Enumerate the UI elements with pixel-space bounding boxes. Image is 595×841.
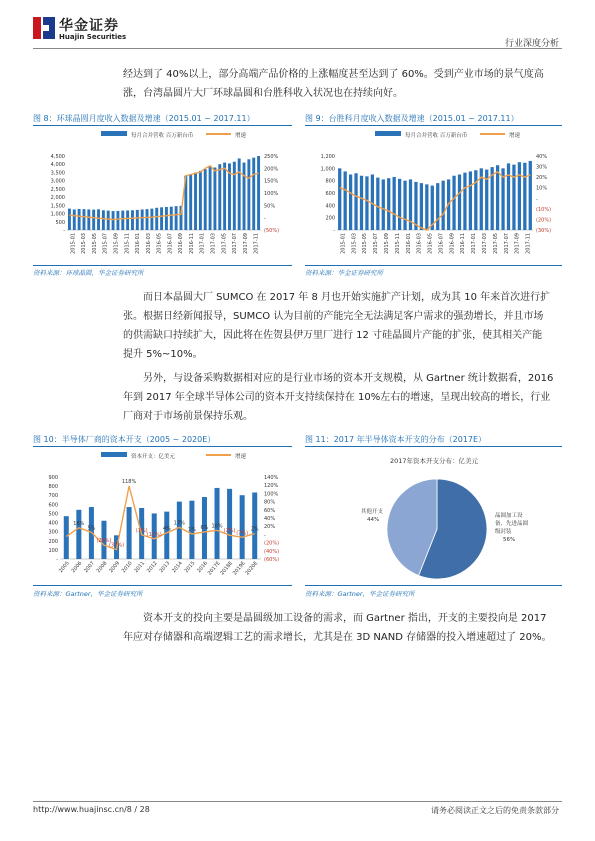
y-right-tick-label: 100% [264,191,279,197]
pie-slice-percent: 56% [503,537,516,543]
y-right-tick-label: (50%) [264,228,280,234]
y-right-tick-label: (40%) [264,548,280,555]
data-bar [436,183,439,230]
x-tick-label: 2016-03 [416,233,423,254]
x-tick-label: 2015-07 [102,233,109,254]
footer-divider [33,801,562,802]
y-right-tick-label: (10%) [536,206,552,213]
figure-8-title: 图 8：环球晶圆月度收入数据及增速（2015.01 ~ 2017.11） [33,114,255,123]
report-type: 行业深度分析 [504,39,559,49]
x-tick-label: 2015-03 [351,233,358,254]
growth-data-label: (37%) [109,542,125,549]
data-bar [240,495,245,559]
data-bar [414,182,417,230]
x-tick-label: 2017-09 [514,233,521,254]
data-bar [403,181,406,230]
y-left-tick-label: 700 [48,493,58,500]
data-bar [160,207,163,230]
x-tick-label: 2017-01 [471,233,478,254]
company-name-cn: 华金证券 [59,18,119,34]
x-tick-label: 2016-03 [145,233,152,254]
figure-11-title: 图 11：2017 年半导体资本开支的分布（2017E） [305,435,487,444]
figure-8-rule [33,125,292,126]
x-tick-label: 2016-09 [178,233,185,254]
data-bar [68,209,71,230]
figure-11-rule-bottom [305,585,562,586]
legend-line-label: 增速 [235,133,247,139]
x-tick-label: 2017E [206,560,222,577]
x-tick-label: 2015-07 [373,233,380,254]
x-tick-label: 2018E [219,560,235,577]
y-right-tick-label: 80% [264,499,276,506]
y-right-tick-label: 40% [264,516,276,522]
company-name-en: Huajin Securities [59,33,127,41]
y-right-tick-label: 140% [264,475,279,481]
data-bar [189,174,192,230]
data-bar [209,166,212,230]
data-bar [141,209,144,230]
x-tick-label: 2020E [244,560,260,577]
x-tick-label: 2015 [183,560,197,575]
x-tick-label: 2012 [145,560,159,575]
growth-data-label: (11%) [146,531,162,538]
y-right-tick-label: 30% [536,164,548,171]
figure-11-source: 资料来源：Gartner，华金证券研究所 [305,590,415,598]
growth-data-label: 1% [187,526,196,533]
y-left-tick-label: 1,200 [320,154,335,160]
paragraph-2 [33,288,562,364]
figure-9-title: 图 9：台胜科月度收入数据及增速（2015.01 ~ 2017.11） [305,114,519,123]
data-bar [507,163,510,230]
data-bar [227,489,232,559]
y-left-tick-label: - [333,228,335,234]
paragraph-line: 厂商对于市场前景保持乐观。 [123,411,253,422]
x-tick-label: 2017-11 [253,233,260,254]
x-tick-label: 2017-03 [210,233,217,254]
x-tick-label: 2016 [196,560,210,575]
growth-data-label: (26%) [96,538,112,545]
data-bar [223,163,226,230]
growth-data-label: 118% [121,479,137,486]
data-bar [238,158,241,230]
y-left-tick-label: 1,000 [50,211,65,218]
data-bar [73,209,76,230]
pie-slice-percent: 44% [367,517,380,523]
paragraph-line: 资本开支的投向主要是晶圆级加工设备的需求，而 Gartner 指出，开支的主要投向是 2017 [143,613,547,624]
data-bar [102,210,105,230]
pie-title: 2017年资本开支分布：亿美元 [389,457,479,465]
data-bar [420,183,423,230]
x-tick-label: 2010 [120,560,134,575]
data-bar [344,171,347,230]
data-bar [213,168,216,230]
legend-line-label: 增速 [509,133,521,139]
x-tick-label: 2015-09 [384,233,390,254]
data-bar [463,173,466,230]
legend-bar-label: 每月合并营收 百万新台币 [131,133,194,139]
data-bar [126,210,129,230]
growth-data-label: 5% [87,525,96,532]
x-tick-label: 2019E [231,560,247,577]
y-left-tick-label: 4,000 [50,162,65,169]
y-left-tick-label: 800 [325,178,335,185]
x-tick-label: 2015-05 [362,233,369,254]
figure-9-rule-bottom [305,265,562,266]
paragraph-line: 而日本晶圆大厂 SUMCO 在 2017 年 8 月也开始实施扩产计划，成为其 10 年来首次进行扩 [143,292,551,303]
y-right-tick-label: 20% [264,524,276,531]
legend-line-label: 增速 [235,454,247,460]
pie-slice-label: 级封装 [495,529,512,535]
y-left-tick-label: 200 [48,538,58,545]
data-bar [360,176,363,230]
y-right-tick-label: (60%) [264,557,280,563]
paragraph-line: 经达到了 40%以上，部分高端产品价格的上涨幅度甚至达到了 60%。受到产业市场的景气度高 [123,69,544,80]
data-bar [496,165,499,230]
x-tick-label: 2017-11 [525,233,532,254]
x-tick-label: 2016-07 [438,233,445,254]
growth-data-label: 6% [200,524,209,531]
figure-8-source: 资料来源：环球晶圆，华金证券研究所 [33,269,144,277]
x-tick-label: 2014 [171,560,184,575]
legend-bar-label: 资本开支：亿美元 [131,454,176,460]
y-left-tick-label: 100 [48,547,58,554]
y-left-tick-label: 1,500 [50,203,65,210]
figure-11-chart [305,449,563,584]
y-left-tick-label: - [56,557,58,563]
legend-bar-swatch [101,452,127,457]
paragraph-line: 年到 2017 年全球半导体公司的资本开支持续保持在 10%左右的增速，呈现出较高的增长，行业 [123,392,551,403]
data-bar [164,512,169,559]
data-bar [204,169,207,230]
y-left-tick-label: 200 [325,215,335,222]
paragraph-line: 另外，与设备采购数据相对应的是行业市场的资本开支规模，从 Gartner 统计数据看，2016 [143,373,554,384]
y-right-tick-label: 150% [264,178,279,185]
x-tick-label: 2017-05 [221,233,228,254]
y-left-tick-label: 500 [55,219,65,226]
data-bar [354,173,357,230]
x-tick-label: 2016-11 [188,233,195,254]
x-tick-label: 2015-01 [340,233,347,254]
legend-bar-label: 每月合并营收 百万新台币 [405,133,468,139]
pie-slice-label: 晶圆加工设 [495,513,523,519]
y-left-tick-label: 800 [48,484,58,491]
paragraph-4 [33,609,562,647]
y-left-tick-label: 900 [48,475,58,481]
y-left-tick-label: 3,000 [50,178,65,185]
x-tick-label: 2017-09 [242,233,249,254]
data-bar [92,210,95,230]
paragraph-3 [33,369,562,426]
paragraph-line: 涨，台湾晶圆片大厂环球晶圆和台胜科收入状况也在持续向好。 [123,88,403,99]
x-tick-label: 2017-07 [232,233,239,254]
x-tick-label: 2016-05 [427,233,434,254]
y-left-tick-label: 3,500 [50,170,65,177]
data-bar [349,175,352,231]
figure-10-title: 图 10：半导体厂商的资本开支（2005 ~ 2020E） [33,435,216,444]
y-right-tick-label: 50% [264,203,276,210]
x-tick-label: 2016-01 [405,233,412,254]
paragraph-line: 张。根据日经新闻报导，SUMCO 认为目前的产能完全无法满足客户需求的强劲增长，并且市场 [123,311,544,322]
figure-10-source: 资料来源：Gartner，华金证券研究所 [33,590,143,598]
data-bar [338,168,341,230]
growth-data-label: 10% [211,523,223,530]
figure-11-rule [305,446,562,447]
x-tick-label: 2015-03 [81,233,88,254]
growth-data-label: 2% [250,526,259,533]
y-left-tick-label: 400 [48,520,58,527]
x-tick-label: 2011 [133,560,147,575]
paragraph-1 [33,65,562,103]
y-left-tick-label: 2,000 [50,195,65,202]
x-tick-label: 2008 [95,560,109,575]
x-tick-label: 2009 [108,560,122,575]
y-right-tick-label: 20% [536,175,548,182]
paragraph-line: 提升 5%~10%。 [123,349,203,360]
x-tick-label: 2015-05 [91,233,98,254]
data-bar [107,211,110,230]
data-bar [247,159,250,230]
growth-data-label: (7%) [236,530,249,537]
growth-line [66,486,254,550]
figure-8-chart [33,128,293,266]
data-bar [257,156,260,230]
x-tick-label: 2016-11 [460,233,467,254]
figure-9-rule [305,125,562,126]
data-bar [97,209,100,230]
x-tick-label: 2016-05 [156,233,163,254]
figure-8-rule-bottom [33,265,292,266]
legend-bar-swatch [375,131,401,136]
data-bar [469,171,472,230]
y-right-tick-label: 10% [536,185,548,192]
growth-data-label: 17% [173,520,185,527]
x-tick-label: 2017-07 [503,233,510,254]
legend-bar-swatch [101,131,127,136]
data-bar [121,211,124,230]
data-bar [175,206,178,230]
y-left-tick-label: 600 [325,191,335,197]
paragraph-line: 的供需缺口持续扩大，因此将在佐贺县伊万里厂进行 12 寸硅晶圆片产能的扩张，使其相关产能 [123,330,543,341]
growth-data-label: 16% [73,520,85,527]
x-tick-label: 2016-07 [167,233,174,254]
company-logo-icon [33,17,55,39]
data-bar [150,209,153,230]
data-bar [194,172,197,230]
x-tick-label: 2015-11 [124,233,131,254]
y-right-tick-label: 40% [536,154,548,160]
y-right-tick-label: 60% [264,507,276,514]
growth-data-label: (1%) [135,527,148,534]
y-left-tick-label: 400 [325,203,335,210]
x-tick-label: 2005 [58,560,71,575]
x-tick-label: 2015-09 [113,233,120,254]
y-right-tick-label: - [264,532,266,539]
data-bar [523,163,526,230]
data-bar [365,176,368,230]
data-bar [474,170,477,230]
data-bar [387,178,390,230]
y-left-tick-label: 1,000 [320,166,335,173]
x-tick-label: 2016-01 [135,233,142,254]
data-bar [155,208,158,230]
data-bar [512,165,515,230]
y-right-tick-label: - [536,196,538,203]
data-bar [425,184,428,230]
data-bar [398,179,401,230]
data-bar [458,175,461,231]
data-bar [218,164,221,230]
footer-url[interactable]: http://www.huajinsc.cn/8 / 28 [33,805,150,814]
data-bar [83,209,86,230]
x-tick-label: 2017-05 [492,233,499,254]
data-bar [382,179,385,230]
y-right-tick-label: 100% [264,491,279,498]
growth-data-label: (2%) [223,528,236,535]
data-bar [76,510,81,559]
y-right-tick-label: (20%) [536,217,552,224]
data-bar [127,507,132,559]
data-bar [177,502,182,559]
y-left-tick-label: - [63,228,65,234]
data-bar [376,178,379,230]
data-bar [518,162,521,230]
x-tick-label: 2017-03 [482,233,488,254]
data-bar [78,209,81,230]
y-right-tick-label: - [264,215,266,222]
data-bar [170,207,173,230]
data-bar [146,209,149,230]
x-tick-label: 2015-01 [70,233,77,254]
x-tick-label: 2007 [83,560,96,575]
data-bar [243,163,246,230]
y-right-tick-label: 120% [264,483,279,490]
data-bar [87,209,90,230]
footer-disclaimer: 请务必阅读正文之后的免责条款部分 [431,806,559,815]
data-bar [452,176,455,230]
y-left-tick-label: 4,500 [50,154,65,160]
data-bar [442,181,445,230]
figure-10-chart [33,449,293,584]
figure-9-source: 资料来源：华金证券研究所 [305,269,383,277]
growth-data-label: 4% [162,525,171,532]
data-bar [136,210,139,230]
data-bar [64,516,69,559]
x-tick-label: 2015-11 [394,233,401,254]
data-bar [165,207,168,230]
figure-10-rule-bottom [33,585,292,586]
paragraph-line: 年应对存储器和高端逻辑工艺的需求增长，尤其是在 3D NAND 存储器的投入增速超过了 20%。 [123,632,552,643]
x-tick-label: 2017-01 [199,233,206,254]
y-right-tick-label: 200% [264,166,279,173]
data-bar [116,211,119,230]
data-bar [199,171,202,230]
y-right-tick-label: (20%) [264,540,280,547]
figure-9-chart [305,128,563,266]
header-divider [33,48,562,49]
x-tick-label: 2016-09 [449,233,456,254]
data-bar [112,211,115,230]
figure-10-rule [33,446,292,447]
y-left-tick-label: 300 [48,529,58,536]
data-bar [233,162,236,230]
y-left-tick-label: 600 [48,502,58,509]
y-right-tick-label: (30%) [536,228,552,234]
pie-slice-label: 备、先进晶圆 [495,521,529,527]
y-left-tick-label: 500 [48,511,58,518]
x-tick-label: 2013 [158,560,172,575]
y-right-tick-label: 250% [264,154,279,160]
data-bar [529,161,532,230]
data-bar [252,158,255,230]
x-tick-label: 2006 [70,560,84,575]
data-bar [393,177,396,230]
data-bar [131,210,134,230]
pie-slice-label: 其他开支 [361,509,384,515]
y-left-tick-label: 2,500 [50,186,65,193]
